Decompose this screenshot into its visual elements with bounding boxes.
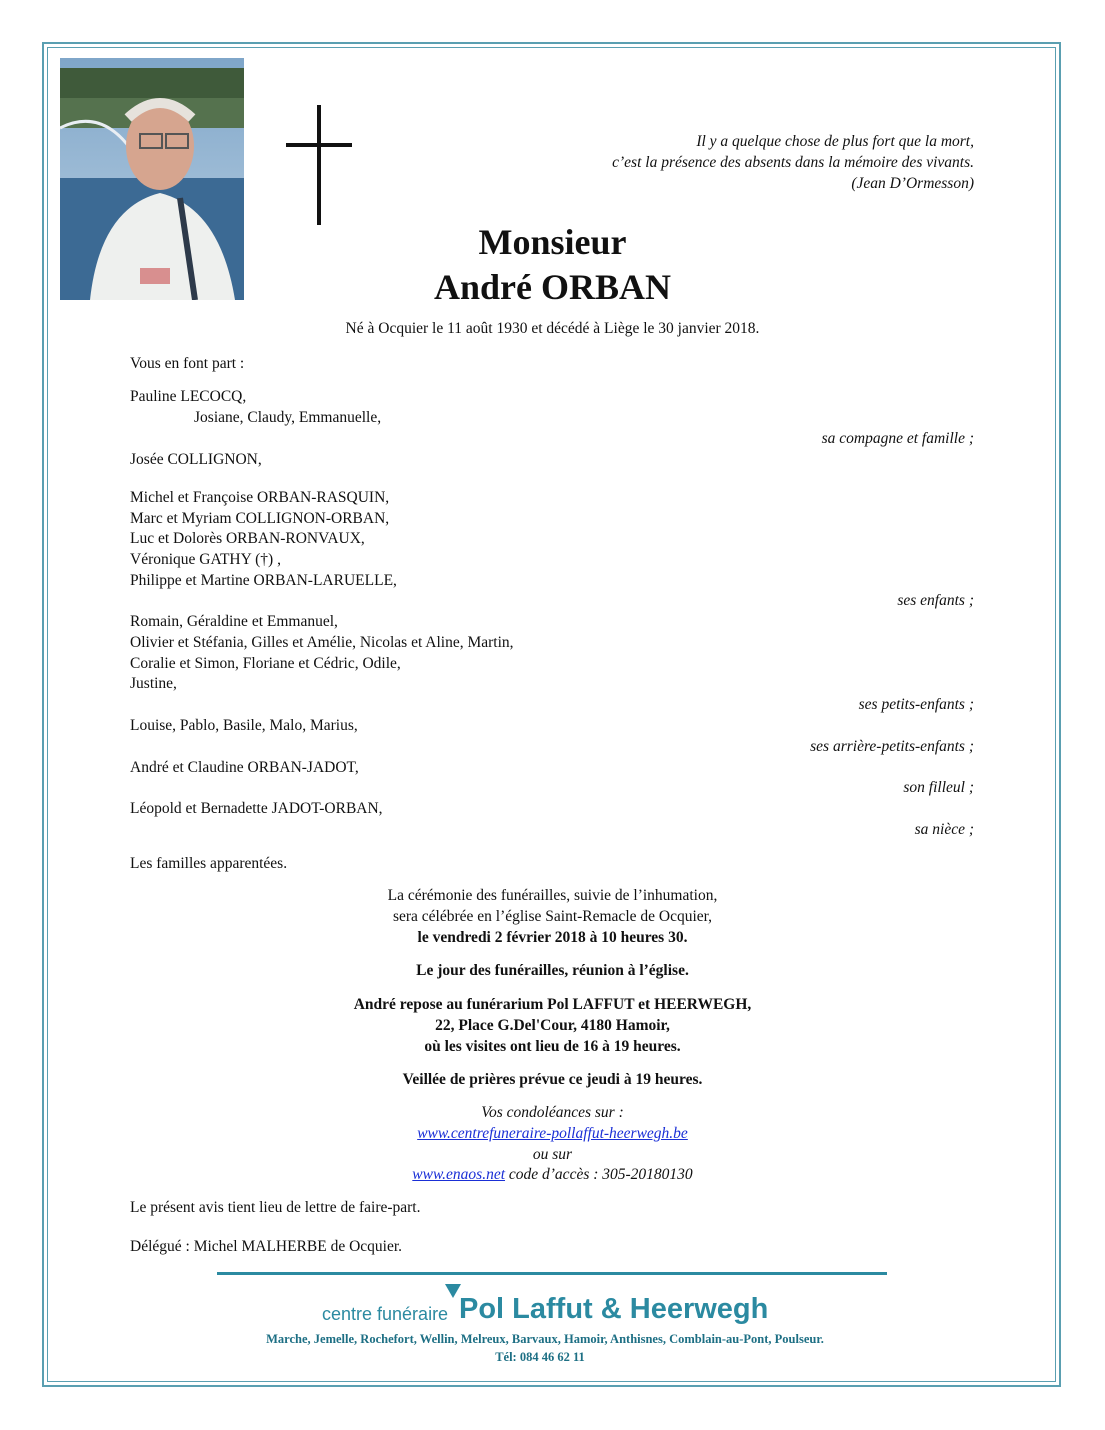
condolences-or: ou sur — [532, 1146, 573, 1163]
family-line: André et Claudine ORBAN-JADOT, — [130, 759, 359, 776]
quote-line: c’est la présence des absents dans la mémoire des vivants. — [612, 154, 974, 171]
family-line: Véronique GATHY (†) , — [130, 551, 281, 568]
notice-line: Le présent avis tient lieu de lettre de faire-part. — [130, 1199, 421, 1216]
family-line: Marc et Myriam COLLIGNON-ORBAN, — [130, 510, 390, 527]
portrait-photo — [60, 58, 244, 300]
relation-label: ses petits-enfants ; — [858, 696, 974, 713]
footer-phone: Tél: 084 46 62 11 — [495, 1350, 585, 1364]
quote-block — [612, 131, 974, 194]
quote-author: (Jean D’Ormesson) — [851, 175, 974, 192]
title-name: André ORBAN — [433, 267, 671, 307]
intro-line: Vous en font part : — [130, 355, 245, 372]
funerarium-line: André repose au funérarium Pol LAFFUT et HEERWEGH, — [353, 996, 752, 1013]
family-line: Romain, Géraldine et Emmanuel, — [130, 613, 338, 630]
funerarium-address: 22, Place G.Del'Cour, 4180 Hamoir, — [435, 1017, 670, 1034]
cross-icon — [284, 105, 354, 225]
family-line: Coralie et Simon, Floriane et Cédric, Odile, — [130, 655, 401, 672]
condolences-link-2[interactable]: www.enaos.net — [412, 1166, 506, 1183]
relation-label: son filleul ; — [903, 779, 974, 796]
family-line: Léopold et Bernadette JADOT-ORBAN, — [130, 800, 383, 817]
relation-label: sa nièce ; — [914, 821, 974, 838]
footer-rule — [217, 1272, 887, 1275]
birth-death-line: Né à Ocquier le 11 août 1930 et décédé à Liège le 30 janvier 2018. — [345, 320, 760, 337]
ceremony-line: sera célébrée en l’église Saint-Remacle de Ocquier, — [392, 908, 713, 925]
family-line: Josée COLLIGNON, — [130, 451, 262, 468]
family-line: Pauline LECOCQ, — [130, 388, 247, 405]
family-line: Olivier et Stéfania, Gilles et Amélie, Nicolas et Aline, Martin, — [130, 634, 514, 651]
relation-label: ses arrière-petits-enfants ; — [810, 738, 974, 755]
delegate-line: Délégué : Michel MALHERBE de Ocquier. — [130, 1238, 403, 1255]
condolences-link-row-2 — [0, 1166, 1105, 1184]
logo-subtitle: centre funéraire — [322, 1304, 449, 1324]
title-honorific: Monsieur — [478, 222, 627, 262]
condolences-link-row — [0, 1125, 1105, 1143]
condolences-link-1[interactable]: www.centrefuneraire-pollaffut-heerwegh.be — [417, 1125, 688, 1142]
vigil-text: Veillée de prières prévue ce jeudi à 19 heures. — [402, 1071, 703, 1088]
logo-brand: Pol Laffut & Heerwegh — [459, 1293, 769, 1325]
family-line: Les familles apparentées. — [130, 855, 288, 872]
family-line: Luc et Dolorès ORBAN-RONVAUX, — [130, 530, 365, 547]
access-code: code d’accès : 305-20180130 — [505, 1166, 693, 1183]
quote-line: Il y a quelque chose de plus fort que la mort, — [696, 133, 974, 150]
ceremony-date: le vendredi 2 février 2018 à 10 heures 30. — [417, 929, 688, 946]
family-line: Michel et Françoise ORBAN-RASQUIN, — [130, 489, 390, 506]
family-line: Justine, — [130, 675, 177, 692]
relation-label: sa compagne et famille ; — [821, 430, 974, 447]
meeting-line: Le jour des funérailles, réunion à l’église. — [416, 962, 689, 979]
vigil-line — [0, 1071, 1105, 1089]
relation-label: ses enfants ; — [897, 592, 974, 609]
family-line: Louise, Pablo, Basile, Malo, Marius, — [130, 717, 358, 734]
condolences-label: Vos condoléances sur : — [481, 1104, 624, 1121]
footer-towns: Marche, Jemelle, Rochefort, Wellin, Melreux, Barvaux, Hamoir, Anthisnes, Comblain-au-Pont, Poulseur. — [266, 1332, 824, 1346]
visit-hours: où les visites ont lieu de 16 à 19 heures. — [424, 1038, 681, 1055]
family-line: Josiane, Claudy, Emmanuelle, — [194, 409, 382, 426]
ceremony-line: La cérémonie des funérailles, suivie de l’inhumation, — [387, 887, 718, 904]
family-line: Philippe et Martine ORBAN-LARUELLE, — [130, 572, 397, 589]
